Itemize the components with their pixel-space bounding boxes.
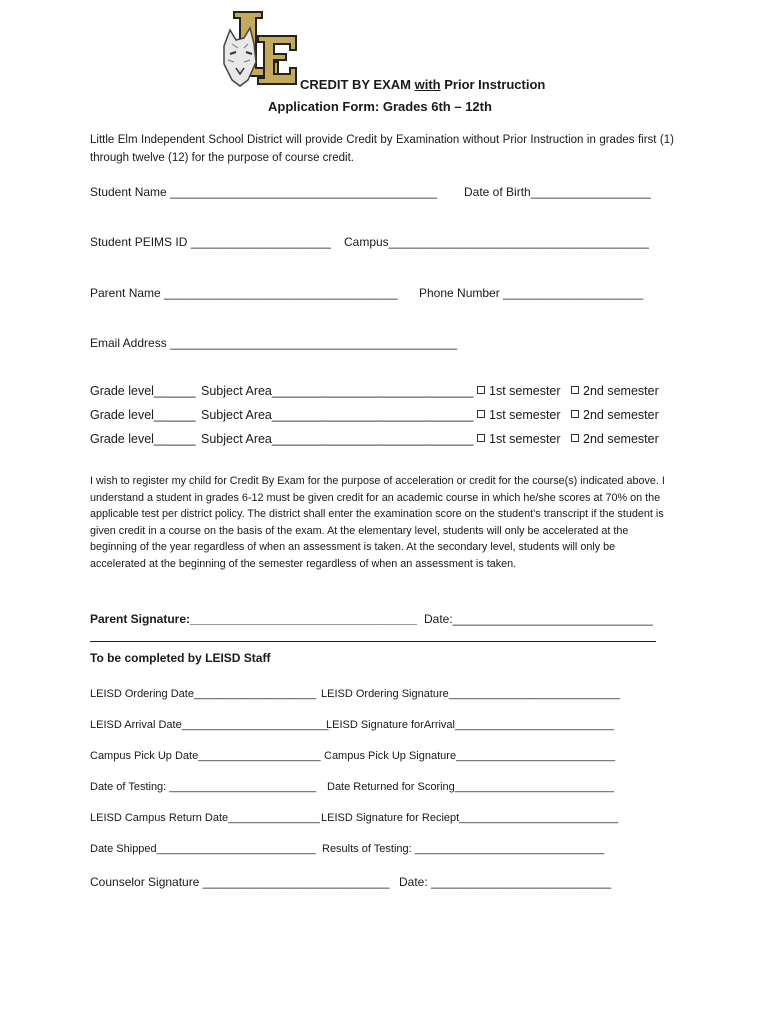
first-semester-option[interactable] [477,432,561,446]
phone-number-field[interactable]: Phone Number _____________________ [419,286,644,300]
date-of-birth-field[interactable]: Date of Birth__________________ [464,185,651,199]
option-label: 1st semester [489,384,561,398]
signature-date-field[interactable]: Date:______________________________ [424,612,653,626]
second-semester-option[interactable] [571,408,659,422]
checkbox-icon[interactable] [477,434,485,442]
option-label: 1st semester [489,432,561,446]
form-subtitle: Application Form: Grades 6th – 12th [268,99,492,114]
grade-level-field[interactable]: Grade level______ [90,384,196,398]
agreement-paragraph: I wish to register my child for Credit By Exam for the purpose of acceleration or credit for the course(s) indicated above. I understand a student in grades 6-12 must be given credit for an academic course in which he/she scores at 70% on the applicable test per district policy. The district shall enter the examination score on the student’s transcript if the student is given credit in a course on the basis of the exam. At the elementary level, students will only be accelerated at the beginning of the year regardless of when an assessment is taken. At the secondary level, students will only be accelerated at the beginning of the semester regardless of when an assessment is taken. [90,475,665,570]
receipt-signature-field[interactable]: LEISD Signature for Reciept__________________________ [321,812,619,824]
first-semester-option[interactable] [477,384,561,398]
checkbox-icon[interactable] [571,434,579,442]
leisd-ordering-date-field[interactable]: LEISD Ordering Date____________________ [90,688,317,700]
subject-area-field[interactable]: Subject Area_____________________________ [201,408,474,422]
campus-return-date-field[interactable]: LEISD Campus Return Date_______________ [90,812,320,824]
second-semester-option[interactable] [571,384,659,398]
subject-area-field[interactable]: Subject Area_____________________________ [201,432,474,446]
campus-pickup-signature-field[interactable]: Campus Pick Up Signature__________________________ [324,750,616,762]
campus-field[interactable]: Campus_______________________________________ [344,235,649,249]
title-part: CREDIT BY EXAM [300,77,415,92]
peims-id-field[interactable]: Student PEIMS ID _____________________ [90,235,331,249]
campus-pickup-date-field[interactable]: Campus Pick Up Date____________________ [90,750,321,762]
school-logo [220,10,300,90]
first-semester-option[interactable] [477,408,561,422]
subject-area-field[interactable]: Subject Area_____________________________ [201,384,474,398]
form-title [300,77,545,92]
checkbox-icon[interactable] [571,386,579,394]
email-address-field[interactable]: Email Address ___________________________________________ [90,336,458,350]
option-label: 2nd semester [583,384,659,398]
parent-name-field[interactable]: Parent Name ___________________________________ [90,286,398,300]
parent-signature-field[interactable]: Parent Signature:__________________________________ [90,612,417,626]
leisd-ordering-signature-field[interactable]: LEISD Ordering Signature____________________________ [321,688,621,700]
counselor-signature-field[interactable]: Counselor Signature ____________________________ [90,875,390,889]
date-of-testing-field[interactable]: Date of Testing: ________________________ [90,781,317,793]
results-of-testing-field[interactable]: Results of Testing: _______________________________ [322,843,605,855]
title-part: Prior Instruction [440,77,546,92]
leisd-arrival-signature-field[interactable]: LEISD Signature forArrival__________________________ [326,719,615,731]
checkbox-icon[interactable] [477,410,485,418]
grade-level-field[interactable]: Grade level______ [90,408,196,422]
title-with: with [414,77,441,92]
leisd-arrival-date-field[interactable]: LEISD Arrival Date________________________ [90,719,329,731]
checkbox-icon[interactable] [477,386,485,394]
option-label: 2nd semester [583,408,659,422]
grade-level-field[interactable]: Grade level______ [90,432,196,446]
student-name-field[interactable]: Student Name ________________________________________ [90,185,437,199]
option-label: 2nd semester [583,432,659,446]
counselor-date-field[interactable]: Date: ___________________________ [399,875,612,889]
option-label: 1st semester [489,408,561,422]
date-shipped-field[interactable]: Date Shipped__________________________ [90,843,316,855]
intro-paragraph: Little Elm Independent School District will provide Credit by Examination without Prior Instruction in grades first (1) through twelve (12) for the purpose of course credit. [90,134,674,164]
staff-section-heading: To be completed by LEISD Staff [90,651,271,665]
date-returned-scoring-field[interactable]: Date Returned for Scoring__________________________ [327,781,614,793]
checkbox-icon[interactable] [571,410,579,418]
second-semester-option[interactable] [571,432,659,446]
divider-line [90,641,656,642]
